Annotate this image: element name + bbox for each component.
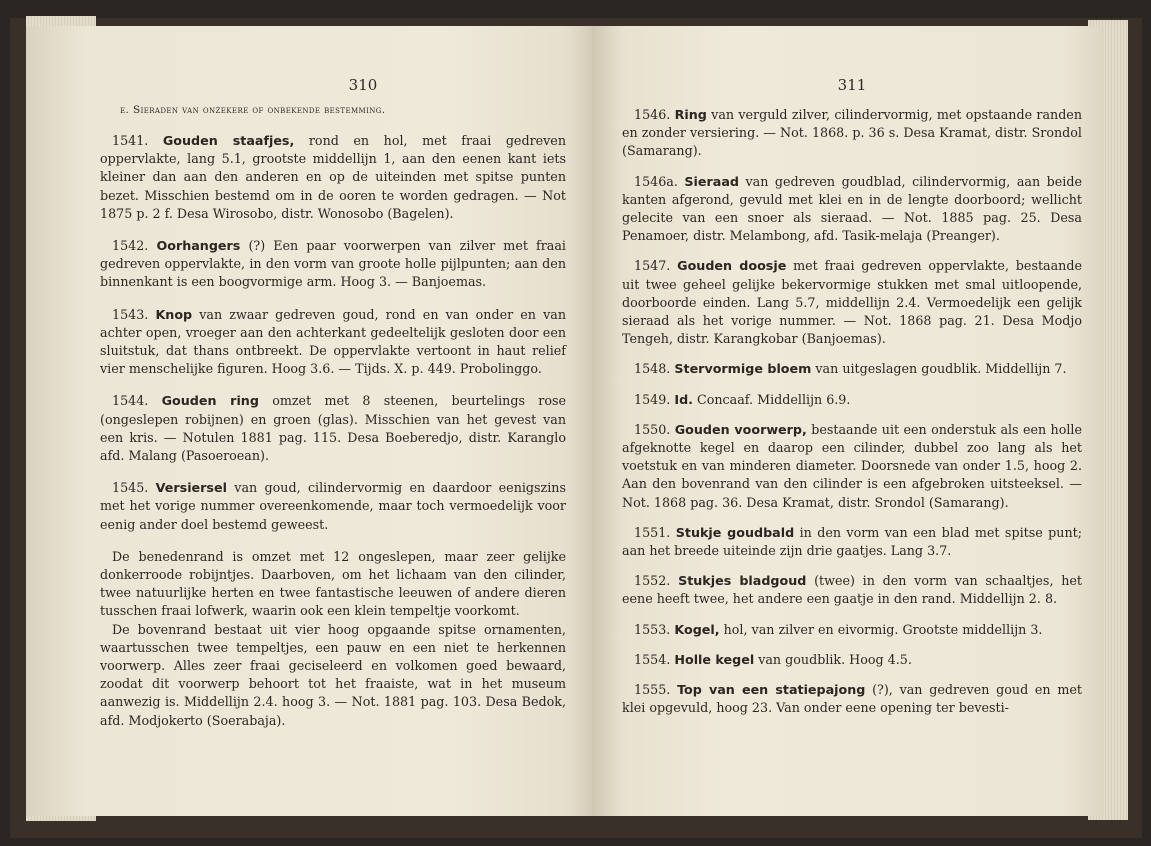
entry-text: rond en hol, met fraai gedreven oppervlakte, lang 5.1, grootste middellijn 1, aan den eenen kant iets kleiner dan aan den anderen en op de uiteinden met spitse punten bezet. Misschien bestemd om in de ooren te worden gedragen. — Not 1875 p. 2 f. Desa Wirosobo, distr. Wonosobo (Bagelen). [100, 133, 566, 221]
entry-title: Kogel, [674, 621, 720, 637]
entry-title: Knop [155, 306, 193, 322]
entry-title: Gouden staafjes, [162, 133, 295, 148]
catalog-entry [100, 392, 566, 465]
entry-title: Versiersel [155, 480, 227, 496]
catalog-entry [622, 173, 1082, 246]
catalog-entry [622, 257, 1082, 348]
catalog-entry [622, 621, 1082, 639]
entry-title: Stukje goudbald [675, 524, 795, 540]
entry-number: 1542. [112, 238, 149, 254]
paragraph: De bovenrand bestaat uit vier hoog opgaande spitse ornamenten, waartusschen twee tempeltjes, een pauw en een niet te herkennen voorwerp. Alles zeer fraai geciseleerd en volkomen goed bewaard, zoodat dit voorwerp behoort tot het fraaiste, wat in het museum aanwezig is. Middellijn 2.4. hoog 3. — Not. 1881 pag. 103. Desa Bedok, afd. Modjokerto (Soerabaja). [100, 621, 566, 728]
catalog-entry [100, 237, 566, 292]
paragraph: De benedenrand is omzet met 12 ongeslepen, maar zeer gelijke donkerroode robijntjes. Daarboven, om het lichaam van den cilinder, twee natuurlijke herten en twee fantastische leeuwen of andere dieren tusschen fraai lofwerk, waarin ook een klein tempeltje voorkomt. [100, 548, 566, 619]
entry-title: Gouden voorwerp, [674, 421, 807, 437]
entry-title: Gouden doosje [677, 258, 787, 274]
entry-title: Oorhangers [156, 238, 241, 254]
entry-title: Id. [674, 391, 693, 407]
entry-number: 1547. [634, 258, 671, 274]
catalog-entry [622, 651, 1082, 669]
entry-number: 1548. [634, 361, 671, 377]
entry-number: 1553. [634, 621, 671, 637]
entry-number: 1549. [634, 391, 671, 407]
entry-text: (?) Een paar voorwerpen van zilver met fraai gedreven oppervlakte, in den vorm van groote holle pijlpunten; aan den binnenkant is een boogvormige arm. Hoog 3. — Banjoemas. [100, 238, 566, 290]
entry-number: 1555. [634, 682, 671, 698]
page-number: 310 [348, 76, 378, 94]
entry-title: Sieraad [684, 173, 739, 189]
catalog-entry [622, 572, 1082, 608]
entry-text: van gedreven goudblad, cilindervormig, aan beide kanten afgerond, gevuld met klei en in de lengte doorboord; wellicht gelecite van een snoer als sieraad. — Not. 1885 pag. 25. Desa Penamoer, distr. Melambong, afd. Tasik-melaja (Preanger). [622, 173, 1082, 244]
entry-title: Gouden ring [161, 393, 259, 409]
entry-text: van zwaar gedreven goud, rond en van onder en van achter open, vroeger aan den achterkant gedeeltelijk gesloten door een sluitstuk, dat thans ontbreekt. De oppervlakte vertoont in haut relief vier menschelijke figuren. Hoog 3.6. — Tijds. X. p. 449. Probolinggo. [100, 306, 566, 377]
catalog-entry [100, 306, 566, 379]
catalog-entry [622, 391, 1082, 409]
catalog-entry [100, 479, 566, 534]
entry-text: van verguld zilver, cilindervormig, met opstaande randen en zonder versiering. — Not. 1868. p. 36 s. Desa Kramat, distr. Srondol (Samarang). [622, 107, 1082, 159]
entry-text: omzet met 8 steenen, beurtelings rose (ongeslepen robijnen) en groen (glas). Misschien van het gevest van een kris. — Notulen 1881 pag. 115. Desa Boeberedjo, distr. Karanglo afd. Malang (Pasoeroean). [100, 393, 566, 464]
entry-text: met fraai gedreven oppervlakte, bestaande uit twee geheel gelijke bekervormige stukken met smal uitloopende, doorboorde einden. Lang 5.7, middellijn 2.4. Vermoedelijk een gelijk sieraad als het vorige nummer. — Not. 1868 pag. 21. Desa Modjo Tengeh, distr. Karangkobar (Banjoemas). [622, 258, 1082, 347]
entry-title: Stukjes bladgoud [678, 573, 807, 589]
entry-title: Holle kegel [674, 651, 755, 667]
entry-text: van uitgeslagen goudblik. Middellijn 7. [811, 361, 1067, 377]
entry-text: (twee) in den vorm van schaaltjes, het eene heeft twee, het andere een gaatje in den rand. Middellijn 2. 8. [622, 573, 1082, 607]
right-page [592, 26, 1104, 816]
entry-number: 1550. [634, 421, 671, 437]
entry-text: (?), van gedreven goud en met klei opgevuld, hoog 23. Van onder eene opening ter bevesti- [622, 682, 1082, 716]
entry-title: Ring [674, 107, 707, 122]
catalog-entry [622, 524, 1082, 560]
entries-list [622, 106, 1082, 717]
entry-number: 1546. [634, 107, 671, 122]
entry-title: Top van een statiepajong [677, 682, 866, 698]
entries-list [100, 132, 566, 534]
catalog-entry [622, 360, 1082, 378]
entry-number: 1554. [634, 651, 671, 667]
entry-number: 1543. [112, 306, 149, 322]
left-page [26, 26, 596, 816]
entry-number: 1551. [634, 524, 671, 540]
catalog-entry [622, 681, 1082, 717]
entry-number: 1546a. [634, 173, 678, 189]
entry-title: Stervormige bloem [674, 361, 812, 377]
entry-number: 1552. [634, 573, 671, 589]
catalog-entry [622, 106, 1082, 161]
entry-number: 1541. [112, 133, 149, 148]
entry-text: Concaaf. Middellijn 6.9. [693, 391, 851, 407]
section-heading: e. Sieraden van onzekere of onbekende bestemming. [120, 104, 386, 116]
entry-number: 1545. [112, 480, 149, 496]
entry-text: hol, van zilver en eivormig. Grootste middellijn 3. [719, 621, 1043, 637]
catalog-entry [622, 421, 1082, 512]
entry-number: 1544. [112, 393, 149, 409]
entry-text: van goud, cilindervormig en daardoor eenigszins met het vorige nummer overeenkomende, maar toch vermoedelijk voor eenig ander doel bestemd geweest. [100, 480, 566, 532]
entry-text: van goudblik. Hoog 4.5. [754, 651, 912, 667]
page-number: 311 [837, 76, 867, 94]
entry-text: bestaande uit een onderstuk als een holle afgeknotte kegel en daarop een cilinder, dubbel zoo lang als het voetstuk en van minderen diameter. Doorsnede van onder 1.5, hoog 2. Aan den bovenrand van den cilinder is een afgebroken uitsteeksel. — Not. 1868 pag. 36. Desa Kramat, distr. Srondol (Samarang). [622, 421, 1082, 510]
catalog-entry [100, 132, 566, 223]
entry-text: in den vorm van een blad met spitse punt; aan het breede uiteinde zijn drie gaatjes. Lang 3.7. [622, 524, 1082, 559]
